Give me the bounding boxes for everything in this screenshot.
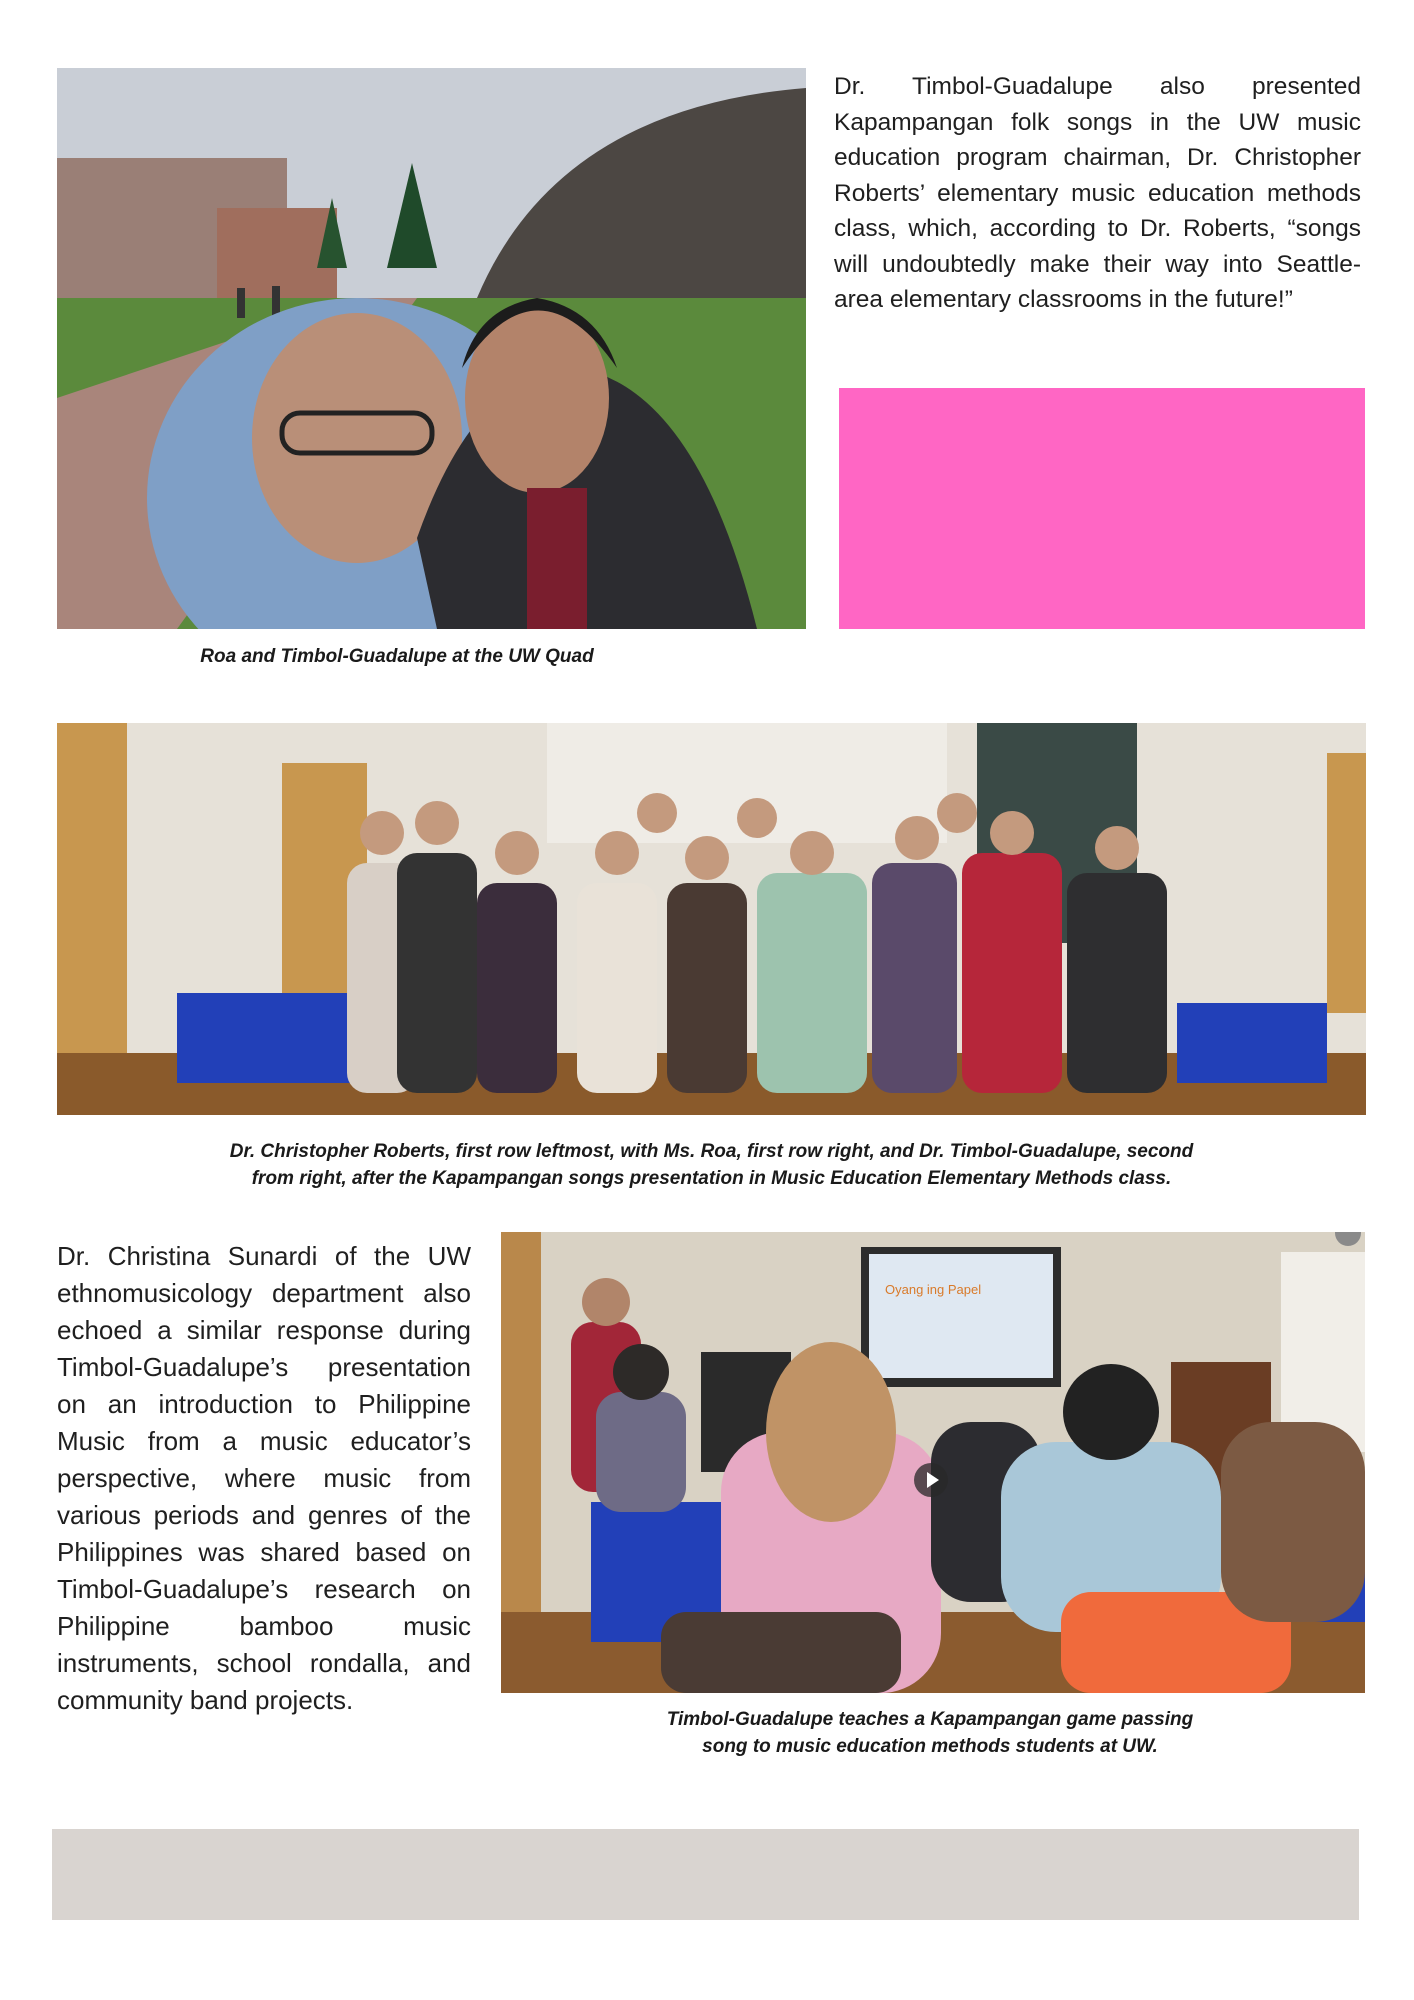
group-caption-line-1: Dr. Christopher Roberts, first row leftmost, with Ms. Roa, first row right, and Dr. Timbol-Guadalupe, second: [229, 1141, 1194, 1162]
paragraph-sunardi: Dr. Christina Sunardi of the UW ethnomusicology department also echoed a similar response during Timbol-Guadalupe’s presentation on an introduction to Philippine Music from a music educator’s perspective, where music from various periods and genres of the Philippines was shared based on Timbol-Guadalupe’s research on Philippine bamboo music instruments, school rondalla, and community band projects.: [57, 1241, 471, 1715]
classroom-caption-line-1: Timbol-Guadalupe teaches a Kapampangan game passing: [666, 1709, 1194, 1730]
pink-placeholder-block: [839, 388, 1365, 629]
group-caption: [57, 1138, 1366, 1192]
classroom-video[interactable]: [501, 1232, 1365, 1693]
selfie-caption: Roa and Timbol-Guadalupe at the UW Quad: [200, 646, 594, 667]
classroom-caption: [560, 1706, 1300, 1760]
classroom-caption-line-2: song to music education methods students at UW.: [702, 1736, 1158, 1757]
footer-band: [52, 1829, 1359, 1920]
play-icon[interactable]: [914, 1463, 948, 1497]
paragraph-roberts-class: Dr. Timbol-Guadalupe also presented Kapampangan folk songs in the UW music education program chairman, Dr. Christopher Roberts’ elementary music education methods class, which, according to Dr. Roberts, “songs will undoubtedly make their way into Seattle-area elementary classrooms in the future!”: [834, 73, 1361, 313]
selfie-photo: [57, 68, 806, 629]
group-caption-line-2: from right, after the Kapampangan songs presentation in Music Education Elementary Methods class.: [251, 1168, 1172, 1189]
group-photo: [57, 723, 1366, 1115]
screen-slide-title: Oyang ing Papel: [885, 1282, 982, 1297]
